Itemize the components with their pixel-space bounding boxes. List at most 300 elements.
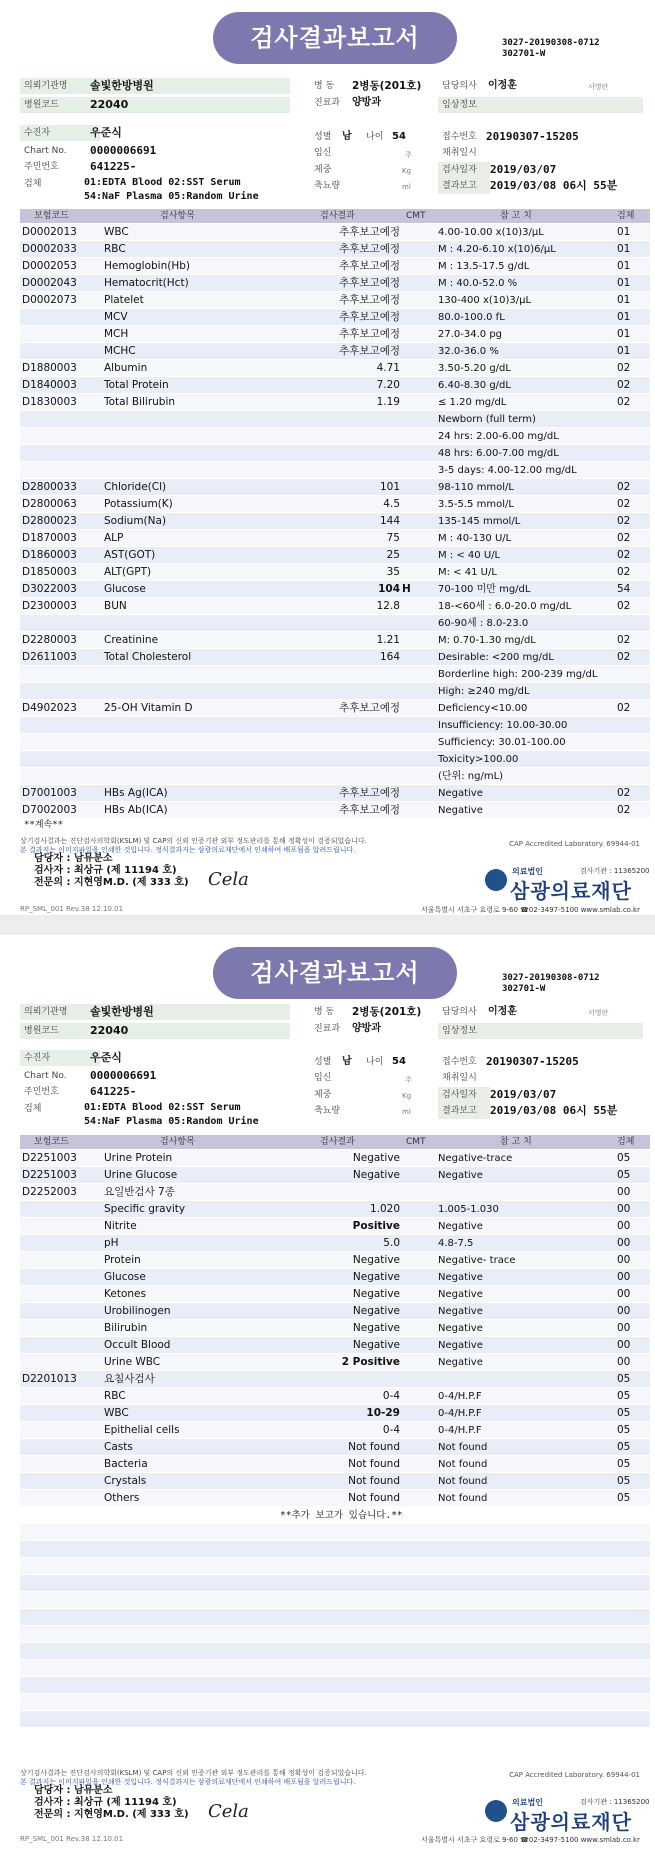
specialist-signature: Cela <box>208 1801 249 1822</box>
cell-item: Nitrite <box>104 1220 137 1232</box>
signature-label: 서명란 <box>588 83 609 91</box>
cell-ref: Desirable: <200 mg/dL <box>438 652 554 663</box>
cell-item: Specific gravity <box>104 1203 186 1215</box>
cell-ref: M : < 40 U/L <box>438 550 501 561</box>
table-row <box>20 1269 650 1286</box>
table-row <box>20 377 650 394</box>
cell-code: D1850003 <box>22 566 77 578</box>
cell-ref: High: ≥240 mg/dL <box>438 686 530 697</box>
cell-item: Bacteria <box>104 1458 148 1470</box>
table-row <box>20 581 650 598</box>
table-row <box>20 1405 650 1422</box>
cell-spec: 02 <box>617 498 631 510</box>
results-table-header <box>20 209 650 223</box>
cell-code: D1840003 <box>22 379 77 391</box>
cell-result: Not found <box>348 1441 400 1453</box>
table-row <box>20 632 650 649</box>
col-code: 보험코드 <box>34 211 69 221</box>
cell-result: 1.19 <box>376 396 400 408</box>
cell-spec: 02 <box>617 566 631 578</box>
patient-label: 수진자 <box>20 1050 100 1066</box>
cell-ref: Negative <box>438 1323 483 1334</box>
weight-unit: Kg <box>402 1092 412 1100</box>
table-row <box>20 598 650 615</box>
cell-result: 1.020 <box>369 1203 400 1215</box>
table-row <box>20 1575 650 1592</box>
report-page-1 <box>0 0 655 915</box>
urine-volume-unit: ml <box>402 183 411 191</box>
cell-item: MCHC <box>104 345 136 357</box>
footer-note-2: 본 결과지는 이미지파일을 인쇄한 것입니다. 정식결과지는 삼광의료재단에서 인쇄하여 배포됨을 알려드립니다. <box>20 1778 356 1786</box>
age-value: 54 <box>392 1056 406 1067</box>
test-date-value: 2019/03/07 <box>490 1088 557 1101</box>
cell-code: D2800023 <box>22 515 77 527</box>
cell-ref: 0-4/H.P.F <box>438 1425 482 1436</box>
report-page-2 <box>0 935 655 1850</box>
cell-ref: Not found <box>438 1476 488 1487</box>
cell-ref: Sufficiency: 30.01-100.00 <box>438 737 566 748</box>
license-no: 검사기관 : 11365200 <box>580 867 650 875</box>
cell-result: 144 <box>379 515 400 527</box>
urine-volume-unit: ml <box>402 1108 411 1116</box>
cell-spec: 05 <box>617 1169 631 1181</box>
col-result: 검사결과 <box>320 211 355 221</box>
cell-item: Protein <box>104 1254 141 1266</box>
receipt-no-value: 20190307-15205 <box>486 130 579 143</box>
patient-label: 수진자 <box>20 125 100 141</box>
cell-item: Occult Blood <box>104 1339 171 1351</box>
table-row <box>20 462 650 479</box>
cell-ref: Insufficiency: 10.00-30.00 <box>438 720 568 731</box>
col-specimen: 검체 <box>617 211 635 221</box>
cell-code: D1860003 <box>22 549 77 561</box>
cell-spec: 01 <box>617 294 631 306</box>
patient-value: 우준식 <box>90 1051 122 1064</box>
table-row <box>20 309 650 326</box>
table-row <box>20 496 650 513</box>
specialist-signature: Cela <box>208 869 249 890</box>
cell-item: WBC <box>104 226 129 238</box>
cell-ref: 60-90세 : 8.0-23.0 <box>438 618 529 629</box>
hospital-code-label: 병원코드 <box>20 97 290 113</box>
specimen-line1: 01:EDTA Blood 02:SST Serum <box>84 177 241 188</box>
cell-ref: Negative <box>438 1306 483 1317</box>
cell-spec: 02 <box>617 515 631 527</box>
cell-ref: Negative <box>438 1289 483 1300</box>
col-specimen: 검체 <box>617 1137 635 1147</box>
reporter-line <box>34 1785 189 1797</box>
cell-item: Glucose <box>104 1271 146 1283</box>
table-row <box>20 649 650 666</box>
hospital-value: 솔빛한방병원 <box>90 1005 154 1018</box>
pregnancy-unit: 주 <box>405 1076 412 1084</box>
doc-number <box>502 38 600 60</box>
cell-item: Total Protein <box>104 379 169 391</box>
table-row <box>20 1643 650 1660</box>
license-no: 검사기관 : 11365200 <box>580 1798 650 1806</box>
cell-ref: 48 hrs: 6.00-7.00 mg/dL <box>438 448 559 459</box>
lab-address: 서울특별시 서초구 효령로 9-60 ☎02-3497-5100 www.smlab.co.kr <box>421 906 640 914</box>
table-row <box>20 1524 650 1541</box>
cell-spec: 01 <box>617 345 631 357</box>
cell-result: 2 Positive <box>341 1356 400 1368</box>
resident-no-label: 주민번호 <box>24 1087 59 1097</box>
chart-no-value: 0000006691 <box>90 1069 157 1082</box>
cell-code: D0002053 <box>22 260 77 272</box>
cell-spec: 00 <box>617 1339 631 1351</box>
cell-spec: 05 <box>617 1424 631 1436</box>
col-item: 검사항목 <box>160 1137 195 1147</box>
cell-result: 추후보고예정 <box>339 345 400 357</box>
table-row <box>20 547 650 564</box>
cell-code: D0002043 <box>22 277 77 289</box>
specialist-label: 전문의 : <box>34 1809 71 1820</box>
sex-value: 남 <box>342 1056 352 1067</box>
cell-result: 추후보고예정 <box>339 243 400 255</box>
doctor-value: 이정훈 <box>488 80 517 91</box>
cell-spec: 00 <box>617 1186 631 1198</box>
cell-item: BUN <box>104 600 127 612</box>
table-row <box>20 700 650 717</box>
cell-spec: 54 <box>617 583 631 595</box>
cell-result: 추후보고예정 <box>339 804 400 816</box>
cell-ref: M : 4.20-6.10 x(10)6/μL <box>438 244 556 255</box>
dept-label: 진료과 <box>314 98 341 108</box>
cell-ref: Negative <box>438 1272 483 1283</box>
cell-result: 104 <box>378 583 400 595</box>
table-row <box>20 1320 650 1337</box>
cell-ref: Not found <box>438 1459 488 1470</box>
cell-spec: 01 <box>617 328 631 340</box>
cell-ref: Negative <box>438 1357 483 1368</box>
reporter-label: 담당자 : <box>34 853 71 864</box>
sex-label: 성별 <box>314 1057 332 1067</box>
cell-item: WBC <box>104 1407 129 1419</box>
cell-item: Epithelial cells <box>104 1424 180 1436</box>
footer-note-1: 상기검사결과는 진단검사의학회(KSLM) 및 CAP의 신뢰 인증기관 외부 정도관리를 통해 정확성이 검증되었습니다. <box>20 1769 367 1777</box>
cell-code: D2800063 <box>22 498 77 510</box>
test-date-label: 검사일자 <box>438 1087 490 1103</box>
specialist-value: 지현영M.D. (제 333 호) <box>73 877 189 888</box>
weight-label: 체중 <box>314 1090 332 1100</box>
cell-spec: 00 <box>617 1356 631 1368</box>
clinical-info-label: 임상정보 <box>438 97 643 113</box>
specialist-line <box>34 1809 189 1821</box>
table-row <box>20 615 650 632</box>
page-separator <box>0 915 655 935</box>
cell-result: 0-4 <box>382 1390 400 1402</box>
receipt-no-label: 접수번호 <box>442 1057 477 1067</box>
cell-result: Negative <box>352 1322 400 1334</box>
cell-result: Negative <box>352 1305 400 1317</box>
receipt-no-label: 접수번호 <box>442 132 477 142</box>
reporter-value: 남뮤분소 <box>73 853 113 864</box>
patient-value: 우준식 <box>90 126 122 139</box>
collect-date-label: 채취일시 <box>442 148 477 158</box>
hospital-code-value: 22040 <box>90 98 129 111</box>
test-date-label: 검사일자 <box>438 162 490 178</box>
cell-item: 요일반검사 7종 <box>104 1186 175 1198</box>
resident-no-value: 641225- <box>90 1085 137 1098</box>
table-row <box>20 1660 650 1677</box>
logo-subtitle: 의료법인 <box>512 1798 543 1807</box>
cell-item: RBC <box>104 1390 126 1402</box>
cell-spec: 02 <box>617 787 631 799</box>
cap-accreditation: CAP Accredited Laboratory. 69944-01 <box>509 1771 640 1779</box>
resident-no-label: 주민번호 <box>24 162 59 172</box>
report-title-banner: 검사결과보고서 <box>213 947 457 999</box>
signature-label: 서명란 <box>588 1009 609 1017</box>
cell-result: Negative <box>352 1271 400 1283</box>
table-row <box>20 1609 650 1626</box>
cell-result: 75 <box>386 532 400 544</box>
specimen-label: 검체 <box>24 179 42 189</box>
form-code: RP_SML_001 Rev.38 12.10.01 <box>20 1835 124 1843</box>
logo-subtitle: 의료법인 <box>512 867 543 876</box>
sex-label: 성별 <box>314 132 332 142</box>
table-row <box>20 1184 650 1201</box>
cell-item: Urine Glucose <box>104 1169 178 1181</box>
sml-logo-icon <box>485 869 507 891</box>
form-code: RP_SML_001 Rev.38 12.10.01 <box>20 905 124 913</box>
cell-spec: 02 <box>617 634 631 646</box>
specialist-value: 지현영M.D. (제 333 호) <box>73 1809 189 1820</box>
age-label: 나이 <box>366 132 384 142</box>
cell-item: Total Bilirubin <box>104 396 176 408</box>
hospital-label: 의뢰기관명 <box>20 78 290 94</box>
dept-label: 진료과 <box>314 1024 341 1034</box>
examiner-label: 검사자 : <box>34 1797 71 1808</box>
cell-result: Negative <box>352 1152 400 1164</box>
cell-spec: 00 <box>617 1288 631 1300</box>
cell-ref: 6.40-8.30 g/dL <box>438 380 511 391</box>
cell-code: D3022003 <box>22 583 77 595</box>
cell-ref: Negative <box>438 788 483 799</box>
cell-spec: 02 <box>617 702 631 714</box>
cell-ref: M : 13.5-17.5 g/dL <box>438 261 530 272</box>
cell-code: D2201013 <box>22 1373 77 1385</box>
cell-ref: Negative <box>438 1221 483 1232</box>
table-row <box>20 1235 650 1252</box>
cell-item: Platelet <box>104 294 144 306</box>
table-row <box>20 479 650 496</box>
cell-code: D0002073 <box>22 294 77 306</box>
cell-item: Total Cholesterol <box>104 651 192 663</box>
cell-spec: 02 <box>617 396 631 408</box>
cell-code: D2252003 <box>22 1186 77 1198</box>
cell-item: Casts <box>104 1441 133 1453</box>
cell-code: D2300003 <box>22 600 77 612</box>
cell-result: Negative <box>352 1169 400 1181</box>
cell-ref: 27.0-34.0 pg <box>438 329 503 340</box>
doctor-value: 이정훈 <box>488 1006 517 1017</box>
table-row <box>20 1626 650 1643</box>
cell-ref: 70-100 미만 mg/dL <box>438 584 531 595</box>
cell-code: D7001003 <box>22 787 77 799</box>
cell-spec: 05 <box>617 1373 631 1385</box>
signer-block <box>34 1785 189 1821</box>
table-row <box>20 1371 650 1388</box>
cell-code: D2800033 <box>22 481 77 493</box>
cell-result: 추후보고예정 <box>339 787 400 799</box>
cell-ref: 0-4/H.P.F <box>438 1391 482 1402</box>
clinical-info-label: 임상정보 <box>438 1023 643 1039</box>
cell-ref: 1.005-1.030 <box>438 1204 499 1215</box>
cell-ref: Negative <box>438 1170 483 1181</box>
cell-ref: Deficiency<10.00 <box>438 703 528 714</box>
cap-accreditation: CAP Accredited Laboratory. 69944-01 <box>509 840 640 848</box>
cell-spec: 05 <box>617 1458 631 1470</box>
examiner-label: 검사자 : <box>34 865 71 876</box>
cell-item: MCH <box>104 328 129 340</box>
cell-result: Positive <box>352 1220 400 1232</box>
hospital-value: 솔빛한방병원 <box>90 79 154 92</box>
cell-item: Crystals <box>104 1475 147 1487</box>
table-row <box>20 1592 650 1609</box>
cell-item: HBs Ag(ICA) <box>104 787 168 799</box>
col-result: 검사결과 <box>320 1137 355 1147</box>
table-row <box>20 1422 650 1439</box>
table-row <box>20 1201 650 1218</box>
table-row <box>20 1354 650 1371</box>
cell-code: D0002013 <box>22 226 77 238</box>
report-date-value: 2019/03/08 06시 55분 <box>490 179 618 192</box>
cell-spec: 05 <box>617 1475 631 1487</box>
hospital-label: 의뢰기관명 <box>20 1004 290 1020</box>
cell-code: D0002033 <box>22 243 77 255</box>
table-row <box>20 1473 650 1490</box>
cell-ref: 3.5-5.5 mmol/L <box>438 499 514 510</box>
col-code: 보험코드 <box>34 1137 69 1147</box>
cell-code: D7002003 <box>22 804 77 816</box>
doc-number-line1: 3027-20190308-0712 <box>502 973 600 983</box>
cell-ref: Negative <box>438 1340 483 1351</box>
cell-result: 추후보고예정 <box>339 702 400 714</box>
table-row <box>20 785 650 802</box>
cell-spec: 05 <box>617 1492 631 1504</box>
cell-item: ALT(GPT) <box>104 566 152 578</box>
footer-note-2: 본 결과지는 이미지파일을 인쇄한 것입니다. 정식결과지는 삼광의료재단에서 인쇄하여 배포됨을 알려드립니다. <box>20 846 356 854</box>
table-row <box>20 224 650 241</box>
table-row <box>20 530 650 547</box>
cell-result: Not found <box>348 1475 400 1487</box>
cell-result: 12.8 <box>376 600 400 612</box>
cell-spec: 00 <box>617 1203 631 1215</box>
cell-item: Urine WBC <box>104 1356 161 1368</box>
cell-ref: Negative <box>438 805 483 816</box>
cell-result: 0-4 <box>382 1424 400 1436</box>
table-row <box>20 666 650 683</box>
cell-ref: 98-110 mmol/L <box>438 482 514 493</box>
table-row <box>20 411 650 428</box>
specialist-line <box>34 877 189 889</box>
urine-volume-label: 축뇨량 <box>314 1106 341 1116</box>
cell-result: 추후보고예정 <box>339 277 400 289</box>
cell-result: 101 <box>379 481 400 493</box>
cell-item: HBs Ab(ICA) <box>104 804 168 816</box>
table-row <box>20 1558 650 1575</box>
resident-no-value: 641225- <box>90 160 137 173</box>
cell-result: Negative <box>352 1288 400 1300</box>
cell-ref: Not found <box>438 1493 488 1504</box>
cell-ref: M: < 41 U/L <box>438 567 497 578</box>
cell-ref: Newborn (full term) <box>438 414 536 425</box>
cell-spec: 05 <box>617 1390 631 1402</box>
table-row <box>20 751 650 768</box>
additional-report-text: **추가 보고가 있습니다.** <box>280 1510 403 1521</box>
table-row <box>20 1167 650 1184</box>
cell-item: Hematocrit(Hct) <box>104 277 189 289</box>
doctor-label: 담당의사 <box>442 81 477 91</box>
cell-spec: 00 <box>617 1322 631 1334</box>
cell-code: D2251003 <box>22 1152 77 1164</box>
table-row <box>20 717 650 734</box>
pregnancy-label: 임신 <box>314 148 332 158</box>
cell-result: 추후보고예정 <box>339 294 400 306</box>
cell-result: 추후보고예정 <box>339 226 400 238</box>
chart-no-value: 0000006691 <box>90 144 157 157</box>
table-row <box>20 1303 650 1320</box>
cell-ref: Negative-trace <box>438 1153 513 1164</box>
hospital-code-label: 병원코드 <box>20 1023 290 1039</box>
cell-ref: 130-400 x(10)3/μL <box>438 295 532 306</box>
cell-ref: 80.0-100.0 fL <box>438 312 505 323</box>
cell-result: 35 <box>386 566 400 578</box>
age-value: 54 <box>392 131 406 142</box>
cell-spec: 05 <box>617 1152 631 1164</box>
cell-spec: 02 <box>617 379 631 391</box>
cell-result: 추후보고예정 <box>339 328 400 340</box>
report-title-banner: 검사결과보고서 <box>213 12 457 64</box>
cell-item: Creatinine <box>104 634 159 646</box>
cell-ref: M : 40.0-52.0 % <box>438 278 518 289</box>
examiner-value: 최상규 (제 11194 호) <box>73 865 177 876</box>
cell-ref: 3.50-5.20 g/dL <box>438 363 511 374</box>
col-ref: 참 고 치 <box>500 211 532 221</box>
table-row <box>20 343 650 360</box>
cell-spec: 02 <box>617 549 631 561</box>
logo-name: 삼광의료재단 <box>510 879 632 903</box>
cell-spec: 01 <box>617 243 631 255</box>
report-date-value: 2019/03/08 06시 55분 <box>490 1104 618 1117</box>
continue-note: **계속** <box>24 820 64 830</box>
sml-logo-icon <box>485 1800 507 1822</box>
cell-spec: 02 <box>617 804 631 816</box>
reporter-value: 남뮤분소 <box>73 1785 113 1796</box>
cell-spec: 00 <box>617 1237 631 1249</box>
pregnancy-unit: 주 <box>405 151 412 159</box>
cell-result: 4.5 <box>383 498 400 510</box>
cell-ref: 4.00-10.00 x(10)3/μL <box>438 227 544 238</box>
examiner-line <box>34 1797 189 1809</box>
cell-result: 7.20 <box>376 379 400 391</box>
examiner-value: 최상규 (제 11194 호) <box>73 1797 177 1808</box>
cell-spec: 01 <box>617 260 631 272</box>
cell-ref: Not found <box>438 1442 488 1453</box>
ward-label: 병 동 <box>314 81 335 91</box>
cell-result: Not found <box>348 1458 400 1470</box>
cell-result: 5.0 <box>383 1237 400 1249</box>
cell-ref: ≤ 1.20 mg/dL <box>438 397 507 408</box>
ward-value: 2병동(201호) <box>352 1006 422 1018</box>
cell-result: 164 <box>379 651 400 663</box>
table-row <box>20 1694 650 1711</box>
doctor-label: 담당의사 <box>442 1007 477 1017</box>
cell-spec: 01 <box>617 277 631 289</box>
pregnancy-label: 임신 <box>314 1073 332 1083</box>
results-table-header <box>20 1135 650 1149</box>
table-row <box>20 1286 650 1303</box>
